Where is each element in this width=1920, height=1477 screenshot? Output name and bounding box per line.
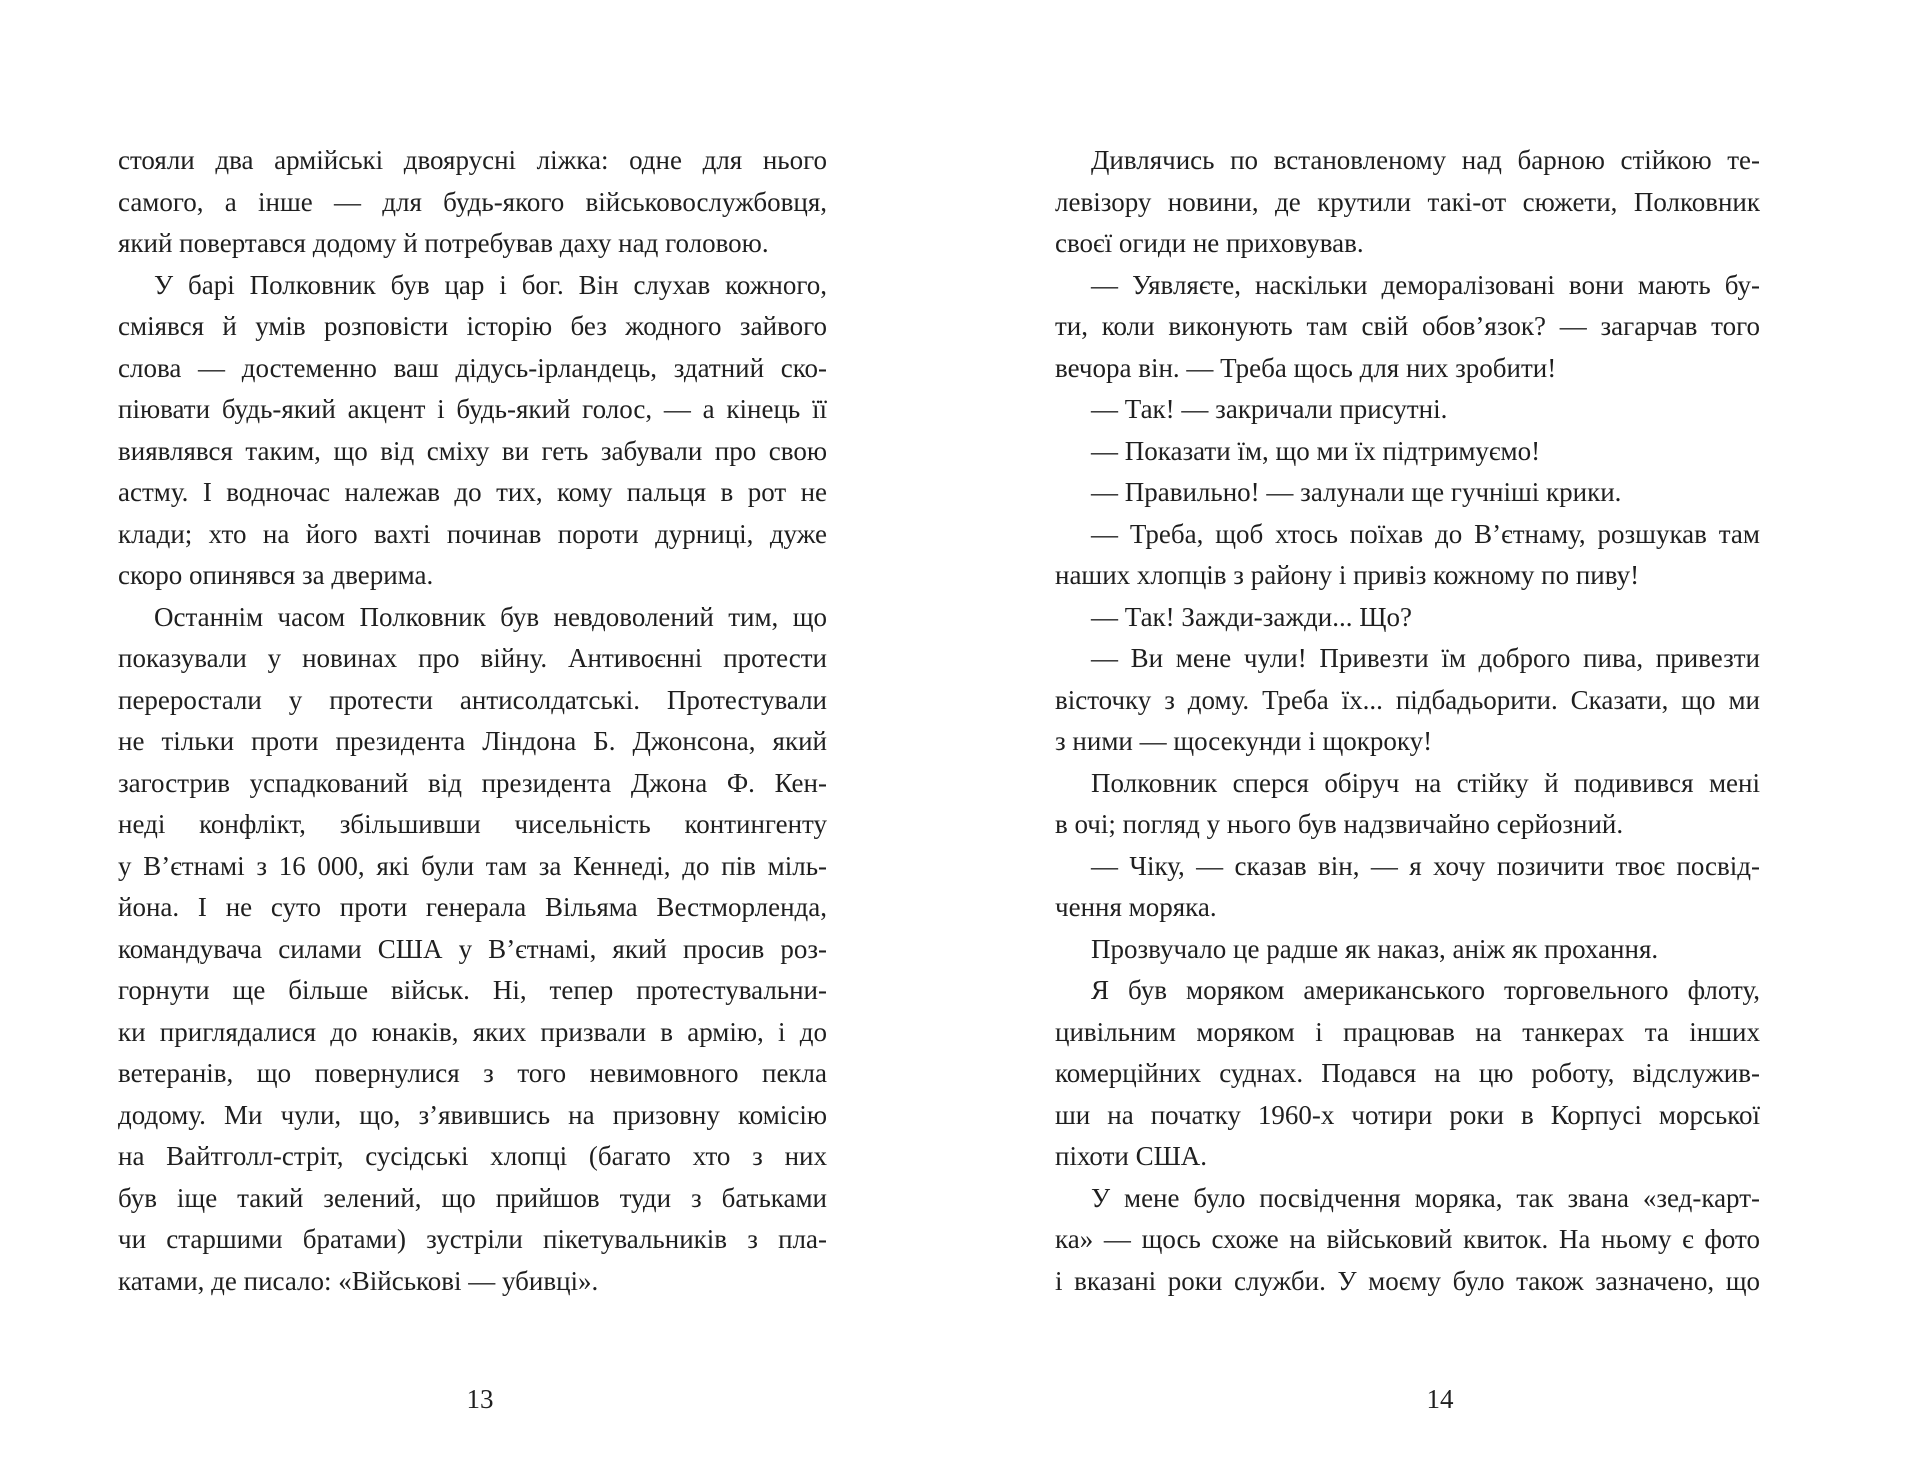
text-line: Дивлячись по встановленому над барною стійкою те-: [1091, 145, 1760, 175]
text-line: показували у новинах про війну. Антивоєнні протести: [118, 643, 827, 673]
text-line: скоро опинявся за дверима.: [118, 560, 434, 590]
text-line: левізору новини, де крутили такі-от сюжети, Полковник: [1055, 186, 1760, 217]
text-line: загострив успадкований від президента Джона Ф. Кен-: [118, 767, 827, 798]
page-left-number: 13: [466, 1384, 494, 1414]
text-line: Прозвучало це радше як наказ, аніж як прохання.: [1091, 933, 1659, 964]
text-line: вісточку з дому. Треба їх... підбадьорити. Сказати, що ми: [1055, 684, 1760, 715]
text-line: ти, коли виконують там свій обов’язок? — загарчав того: [1055, 311, 1760, 341]
text-line: був іще такий зелений, що прийшов туди з батьками: [118, 1182, 827, 1213]
text-line: командувача силами США у В’єтнамі, який просив роз-: [118, 933, 827, 964]
text-line: самого, а інше — для будь-якого військовослужбовця,: [118, 186, 827, 217]
text-line: У мене було посвідчення моряка, так звана «зед-карт-: [1091, 1182, 1760, 1213]
text-line: — Чіку, — сказав він, — я хочу позичити твоє посвід-: [1091, 850, 1760, 881]
text-line: астму. І водночас належав до тих, кому пальця в рот не: [118, 477, 827, 507]
text-line: — Уявляєте, наскільки деморалізовані вони мають бу-: [1091, 269, 1760, 300]
text-line: сміявся й умів розповісти історію без жодного зайвого: [118, 311, 827, 341]
text-line: на Вайтголл-стріт, сусідські хлопці (багато хто з них: [118, 1141, 827, 1171]
text-line: Полковник сперся обіруч на стійку й подивився мені: [1091, 767, 1760, 798]
text-line: Останнім часом Полковник був невдоволений тим, що: [154, 601, 827, 632]
text-line: піювати будь-який акцент і будь-який голос, — а кінець її: [118, 394, 827, 424]
text-line: йона. І не суто проти генерала Вільяма Вестморленда,: [118, 892, 827, 922]
text-line: виявлявся таким, що від сміху ви геть забували про свою: [118, 435, 827, 466]
text-line: клади; хто на його вахті починав пороти дурниці, дуже: [118, 518, 827, 549]
text-line: неді конфлікт, збільшивши чисельність контингенту: [118, 809, 827, 839]
text-line: — Показати їм, що ми їх підтримуємо!: [1091, 435, 1541, 466]
text-line: не тільки проти президента Ліндона Б. Джонсона, який: [118, 726, 827, 756]
text-line: комерційних суднах. Подався на цю роботу, відслужив-: [1055, 1058, 1760, 1088]
text-line: катами, де писало: «Військові — убивці».: [118, 1265, 599, 1296]
text-line: наших хлопців з району і привіз кожному по пиву!: [1055, 560, 1640, 590]
text-line: який повертався додому й потребував даху над головою.: [118, 228, 769, 258]
text-line: чення моряка.: [1055, 892, 1217, 922]
text-line: вечора він. — Треба щось для них зробити!: [1055, 352, 1557, 383]
text-line: горнути ще більше військ. Ні, тепер протестувальни-: [118, 975, 827, 1005]
text-line: переростали у протести антисолдатські. Протестували: [118, 684, 827, 715]
page-left-text-column: [118, 140, 827, 1302]
text-line: У барі Полковник був цар і бог. Він слухав кожного,: [154, 269, 827, 300]
text-line: додому. Ми чули, що, з’явившись на призовну комісію: [118, 1099, 827, 1130]
text-line: чи старшими братами) зустріли пікетувальників з пла-: [118, 1224, 827, 1254]
text-line: у В’єтнамі з 16 000, які були там за Кеннеді, до пів міль-: [118, 850, 827, 881]
text-line: піхоти США.: [1055, 1141, 1208, 1171]
text-line: своєї огиди не приховував.: [1055, 228, 1364, 258]
text-line: і вказані роки служби. У моєму було також зазначено, що: [1055, 1265, 1760, 1296]
text-line: слова — достеменно ваш дідусь-ірландець, здатний ско-: [118, 352, 827, 383]
text-line: ши на початку 1960-х чотири роки в Корпусі морської: [1055, 1099, 1760, 1130]
text-line: — Ви мене чули! Привезти їм доброго пива, привезти: [1091, 643, 1760, 673]
text-line: — Так! Зажди-зажди... Що?: [1091, 601, 1412, 632]
text-line: в очі; погляд у нього був надзвичайно серйозний.: [1055, 809, 1624, 839]
text-line: — Треба, щоб хтось поїхав до В’єтнаму, розшукав там: [1091, 518, 1760, 549]
page-right-number: 14: [1426, 1384, 1454, 1414]
text-line: ка» — щось схоже на військовий квиток. На ньому є фото: [1055, 1224, 1760, 1254]
text-line: — Правильно! — залунали ще гучніші крики.: [1091, 477, 1622, 507]
text-line: Я був моряком американського торговельного флоту,: [1091, 975, 1760, 1005]
page-right-text-column: [1055, 140, 1760, 1302]
text-line: цивільним моряком і працював на танкерах та інших: [1055, 1016, 1760, 1047]
text-line: ки приглядалися до юнаків, яких призвали в армію, і до: [118, 1016, 827, 1047]
text-line: з ними — щосекунди і щокроку!: [1055, 726, 1433, 756]
text-line: — Так! — закричали присутні.: [1091, 394, 1448, 424]
text-line: стояли два армійські двоярусні ліжка: одне для нього: [118, 145, 827, 175]
text-line: ветеранів, що повернулися з того невимовного пекла: [118, 1058, 827, 1088]
